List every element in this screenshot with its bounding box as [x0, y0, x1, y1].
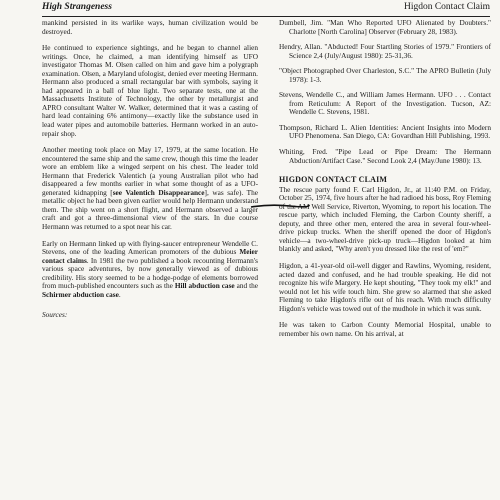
reference-entry: Stevens, Wendelle C., and William James Hermann. UFO . . . Contact from Reticulum: A Report of the Investigation. Tucson, AZ: Wendelle C. Stevens, 1981.: [279, 90, 491, 117]
cross-reference: Hill abduction case: [174, 281, 235, 291]
header-entry-title: Higdon Contact Claim: [403, 2, 490, 12]
cross-reference: Schirmer abduction case: [42, 289, 119, 299]
reference-entry: "Object Photographed Over Charleston, S.C." The APRO Bulletin (July 1978): 1-3.: [279, 66, 491, 84]
cross-reference: Meier contact claims: [42, 247, 258, 265]
left-column: [42, 19, 258, 320]
paragraph: He continued to experience sightings, and he began to channel alien writings. Once, he claimed, a man identifying himself as UFO investigator Thomas M. Olsen called on him and gave him a polygraph examination. Olsen, a Maryland ufologist, denied ever meeting Hermann. Hermann also produced a small rectangular bar with symbols, saying it had appeared in a ball of blue light. Two separate tests, one at the Massachusetts Institute of Technology, the other by metallurgist and APRO consultant Walter W. Walker, determined that it was a casting of hard lead containing 6% antimony—exactly like the substance used in lead water pipes and automobile batteries. Hermann worked in an auto-repair shop.: [42, 43, 258, 138]
paragraph: Early on Hermann linked up with flying-saucer entrepreneur Wendelle C. Stevens, one of the leading American promoters of the dubious Meier contact claims. In 1981 the two published a book recounting Hermann's various space adventures, by now generally viewed as of dubious credibility. His story seemed to be a hodge-podge of elements borrowed from much-published encounters such as the Hill abduction case and the Schirmer abduction case.: [42, 238, 259, 299]
handwritten-underline-mark: [250, 203, 310, 209]
running-header: [42, 2, 490, 17]
paragraph: Another meeting took place on May 17, 1979, at the same location. He encountered the same ship and the same crew, though this time the leader wore an emblem like a winged serpent on his chest. The leader told Hermann that Frederick Valentich (a young Australian pilot who had disappeared a few months earlier in what some thought of as a UFO-generated kidnapping [see Valentich Disappearance], was safe). The metallic object he had been given earlier would help Hermann understand them. The ship went on a short flight, and Hermann observed a larger craft and got a three-dimensional view of the stars. In due course Hermann was returned to a spot near his car.: [42, 145, 258, 232]
paragraph: Higdon, a 41-year-old oil-well digger and Rawlins, Wyoming, resident, acted dazed and confused, and he had trouble speaking. He did not recognize his wife Margery. He kept shouting, "They took my elk!" and would not let his wife touch him. She grew so alarmed that she asked Fleming to take Higdon's rifle out of his reach. With much difficulty Higdon's vehicle was towed out of the mudhole in which it was sunk.: [279, 261, 491, 313]
header-book-title: High Strangeness: [42, 2, 112, 12]
cross-reference: see Valentich Disappearance: [112, 187, 205, 197]
reference-entry: Thompson, Richard L. Alien Identities: Ancient Insights into Modern UFO Phenomena. San Diego, CA: Govardhan Hill Publishing, 1993.: [279, 122, 491, 141]
paragraph: The rescue party found F. Carl Higdon, Jr., at 11:40 P.M. on Friday, October 25, 1974, five hours after he had radioed his boss, Roy Fleming of the AM Well Service, Riverton, Wyoming, to report his location. The rescue party, which included Fleming, the Carbon County sheriff, a deputy, and three other men, entered the area in several four-wheel-drive pickup trucks. When the sheriff opened the door of Higdon's vehicle—a two-wheel-drive pick-up truck—Higdon looked at him blankly and asked, "Why aren't you dressed like the rest of 'em?": [279, 184, 491, 254]
paragraph: He was taken to Carbon County Memorial Hospital, unable to remember his own name. On his arrival, at: [279, 320, 491, 338]
reference-entry: Whiting, Fred. "Pipe Lead or Pipe Dream: The Hermann Abduction/Artifact Case." Second Look 2,4 (May/June 1980): 13.: [279, 147, 491, 165]
paragraph: mankind persisted in its warlike ways, human civilization would be destroyed.: [42, 18, 258, 36]
section-heading: HIGDON CONTACT CLAIM: [279, 175, 388, 185]
sources-label: Sources:: [42, 310, 68, 320]
reference-entry: Dumbell, Jim. "Man Who Reported UFO Alienated by Doubters." Charlotte [North Carolina] Observer (February 28, 1983).: [279, 18, 491, 36]
reference-entry: Hendry, Allan. "Abducted! Four Startling Stories of 1979." Frontiers of Science 2,4 (July/August 1980): 25-31,36.: [279, 42, 491, 60]
right-column: [279, 19, 491, 346]
